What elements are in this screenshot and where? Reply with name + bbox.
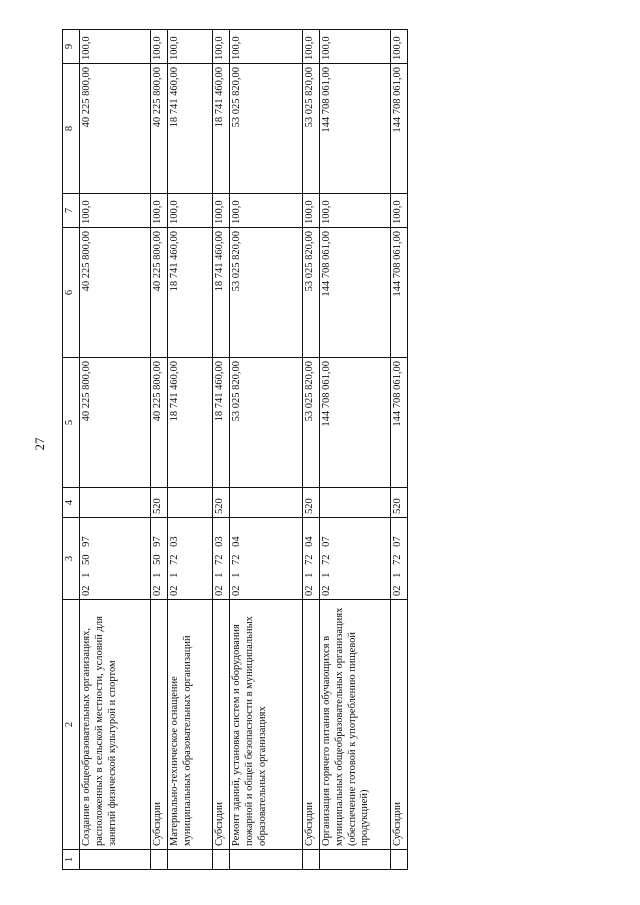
row-amount-8: 53 025 820,00 [303, 64, 320, 194]
budget-table-rotated [62, 30, 616, 870]
row-type: 520 [303, 488, 320, 518]
row-percent-9: 100,0 [168, 30, 213, 64]
row-percent-9: 100,0 [230, 30, 303, 64]
row-code: 02 1 72 07 [320, 518, 391, 600]
col-header-1: 1 [63, 850, 80, 870]
col-header-3: 3 [63, 518, 80, 600]
row-amount-6: 18 741 460,00 [168, 228, 213, 358]
row-percent-9: 100,0 [320, 30, 391, 64]
row-description: Субсидии [391, 600, 408, 850]
row-description: Создание в общеобразовательных организациях, расположенных в сельской местности, условий для занятий физической культурой и спортом [80, 600, 151, 850]
row-percent-7: 100,0 [230, 194, 303, 228]
row-type [80, 488, 151, 518]
row-index [391, 850, 408, 870]
row-index [320, 850, 391, 870]
row-amount-5: 144 708 061,00 [391, 358, 408, 488]
row-description: Субсидии [151, 600, 168, 850]
row-type [230, 488, 303, 518]
col-header-4: 4 [63, 488, 80, 518]
row-description: Субсидии [213, 600, 230, 850]
row-amount-8: 53 025 820,00 [230, 64, 303, 194]
table-row [151, 30, 168, 870]
row-code: 02 1 50 97 [80, 518, 151, 600]
row-amount-8: 40 225 800,00 [80, 64, 151, 194]
table-row [320, 30, 391, 870]
row-percent-7: 100,0 [213, 194, 230, 228]
row-amount-8: 144 708 061,00 [320, 64, 391, 194]
table-row [213, 30, 230, 870]
row-amount-5: 40 225 800,00 [80, 358, 151, 488]
row-type [320, 488, 391, 518]
row-amount-6: 40 225 800,00 [80, 228, 151, 358]
row-percent-9: 100,0 [151, 30, 168, 64]
row-code: 02 1 72 03 [213, 518, 230, 600]
row-type: 520 [391, 488, 408, 518]
page-number: 27 [32, 437, 47, 451]
row-amount-8: 18 741 460,00 [168, 64, 213, 194]
row-index [230, 850, 303, 870]
row-percent-9: 100,0 [80, 30, 151, 64]
row-percent-9: 100,0 [391, 30, 408, 64]
row-amount-5: 18 741 460,00 [213, 358, 230, 488]
row-code: 02 1 72 04 [230, 518, 303, 600]
budget-table [62, 29, 408, 870]
row-percent-7: 100,0 [303, 194, 320, 228]
row-amount-6: 53 025 820,00 [230, 228, 303, 358]
row-amount-8: 40 225 800,00 [151, 64, 168, 194]
row-amount-5: 53 025 820,00 [303, 358, 320, 488]
row-percent-7: 100,0 [320, 194, 391, 228]
row-description: Ремонт зданий, установка систем и оборудования пожарной и общей безопасности в муниципальных образовательных организациях [230, 600, 303, 850]
row-code: 02 1 72 04 [303, 518, 320, 600]
row-percent-9: 100,0 [213, 30, 230, 64]
row-amount-6: 40 225 800,00 [151, 228, 168, 358]
row-type: 520 [213, 488, 230, 518]
col-header-5: 5 [63, 358, 80, 488]
budget-table-container [62, 30, 616, 870]
row-code: 02 1 50 97 [151, 518, 168, 600]
row-percent-7: 100,0 [151, 194, 168, 228]
row-amount-5: 40 225 800,00 [151, 358, 168, 488]
row-index [168, 850, 213, 870]
row-index [213, 850, 230, 870]
row-code: 02 1 72 03 [168, 518, 213, 600]
row-type [168, 488, 213, 518]
table-row [391, 30, 408, 870]
row-amount-6: 53 025 820,00 [303, 228, 320, 358]
row-amount-8: 144 708 061,00 [391, 64, 408, 194]
row-description: Субсидии [303, 600, 320, 850]
row-type: 520 [151, 488, 168, 518]
row-percent-7: 100,0 [80, 194, 151, 228]
row-percent-7: 100,0 [391, 194, 408, 228]
row-amount-5: 18 741 460,00 [168, 358, 213, 488]
header-row [63, 30, 80, 870]
col-header-8: 8 [63, 64, 80, 194]
col-header-2: 2 [63, 600, 80, 850]
table-row [230, 30, 303, 870]
row-amount-5: 144 708 061,00 [320, 358, 391, 488]
row-amount-5: 53 025 820,00 [230, 358, 303, 488]
row-percent-7: 100,0 [168, 194, 213, 228]
row-description: Организация горячего питания обучающихся в муниципальных общеобразовательных организациях (обеспечение готовой к употреблению пищевой продукцией) [320, 600, 391, 850]
row-index [80, 850, 151, 870]
row-amount-6: 18 741 460,00 [213, 228, 230, 358]
row-description: Материально-техническое оснащение муниципальных образовательных организаций [168, 600, 213, 850]
col-header-7: 7 [63, 194, 80, 228]
col-header-9: 9 [63, 30, 80, 64]
row-amount-8: 18 741 460,00 [213, 64, 230, 194]
table-row [303, 30, 320, 870]
row-percent-9: 100,0 [303, 30, 320, 64]
row-code: 02 1 72 07 [391, 518, 408, 600]
table-row [168, 30, 213, 870]
row-amount-6: 144 708 061,00 [320, 228, 391, 358]
row-index [303, 850, 320, 870]
table-row [80, 30, 151, 870]
row-index [151, 850, 168, 870]
row-amount-6: 144 708 061,00 [391, 228, 408, 358]
col-header-6: 6 [63, 228, 80, 358]
